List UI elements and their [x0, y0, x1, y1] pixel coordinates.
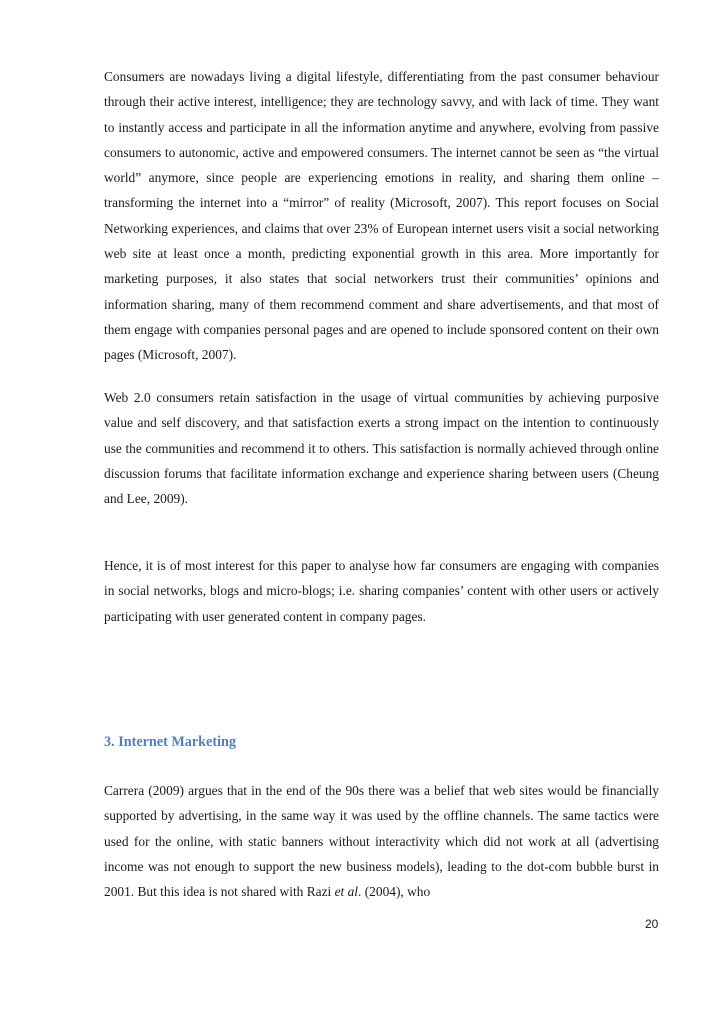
- section-heading-internet-marketing: 3. Internet Marketing: [104, 734, 236, 750]
- paragraph-web2-consumers: Web 2.0 consumers retain satisfaction in the usage of virtual communities by achieving purposive value and self discovery, and that satisfaction exerts a strong impact on the intention to continuously use the communities and recommend it to others. This satisfaction is normally achieved through online discussion forums that facilitate information exchange and experience sharing between users (Cheung and Lee, 2009).: [104, 390, 659, 507]
- page-number: 20: [645, 917, 659, 931]
- paragraph-paper-interest: Hence, it is of most interest for this paper to analyse how far consumers are engaging with companies in social networks, blogs and micro-blogs; i.e. sharing companies’ content with other users or actively participating with user generated content in company pages.: [104, 558, 659, 624]
- paragraph-digital-lifestyle: Consumers are nowadays living a digital lifestyle, differentiating from the past consumer behaviour through their active interest, intelligence; they are technology savvy, and with lack of time. They want to instantly access and participate in all the information anytime and anywhere, evolving from passive consumers to autonomic, active and empowered consumers. The internet cannot be seen as “the virtual world” anymore, since people are experiencing emotions in reality, and sharing them online – transforming the internet into a “mirror” of reality (Microsoft, 2007). This report focuses on Social Networking experiences, and claims that over 23% of European internet users visit a social networking web site at least once a month, predicting exponential growth in this area. More importantly for marketing purposes, it also states that social networkers trust their communities’ opinions and information sharing, many of them recommend comment and share advertisements, and that most of them engage with companies personal pages and are opened to include sponsored content on their own pages (Microsoft, 2007).: [104, 69, 659, 363]
- paragraph-text-end: . (2004), who: [358, 884, 431, 900]
- paragraph-text-start: Carrera (2009) argues that in the end of the 90s there was a belief that web sites would be financially supported by advertising, in the same way it was used by the offline channels. The same tactics were used for the online, with static banners without interactivity which did not work at all (advertising income was not enough to support the new business models), leading to the dot-com bubble burst in 2001. But this idea is not shared with Razi: [104, 783, 659, 900]
- paragraph-internet-marketing: [104, 778, 659, 904]
- italic-et-al: et al: [334, 884, 359, 900]
